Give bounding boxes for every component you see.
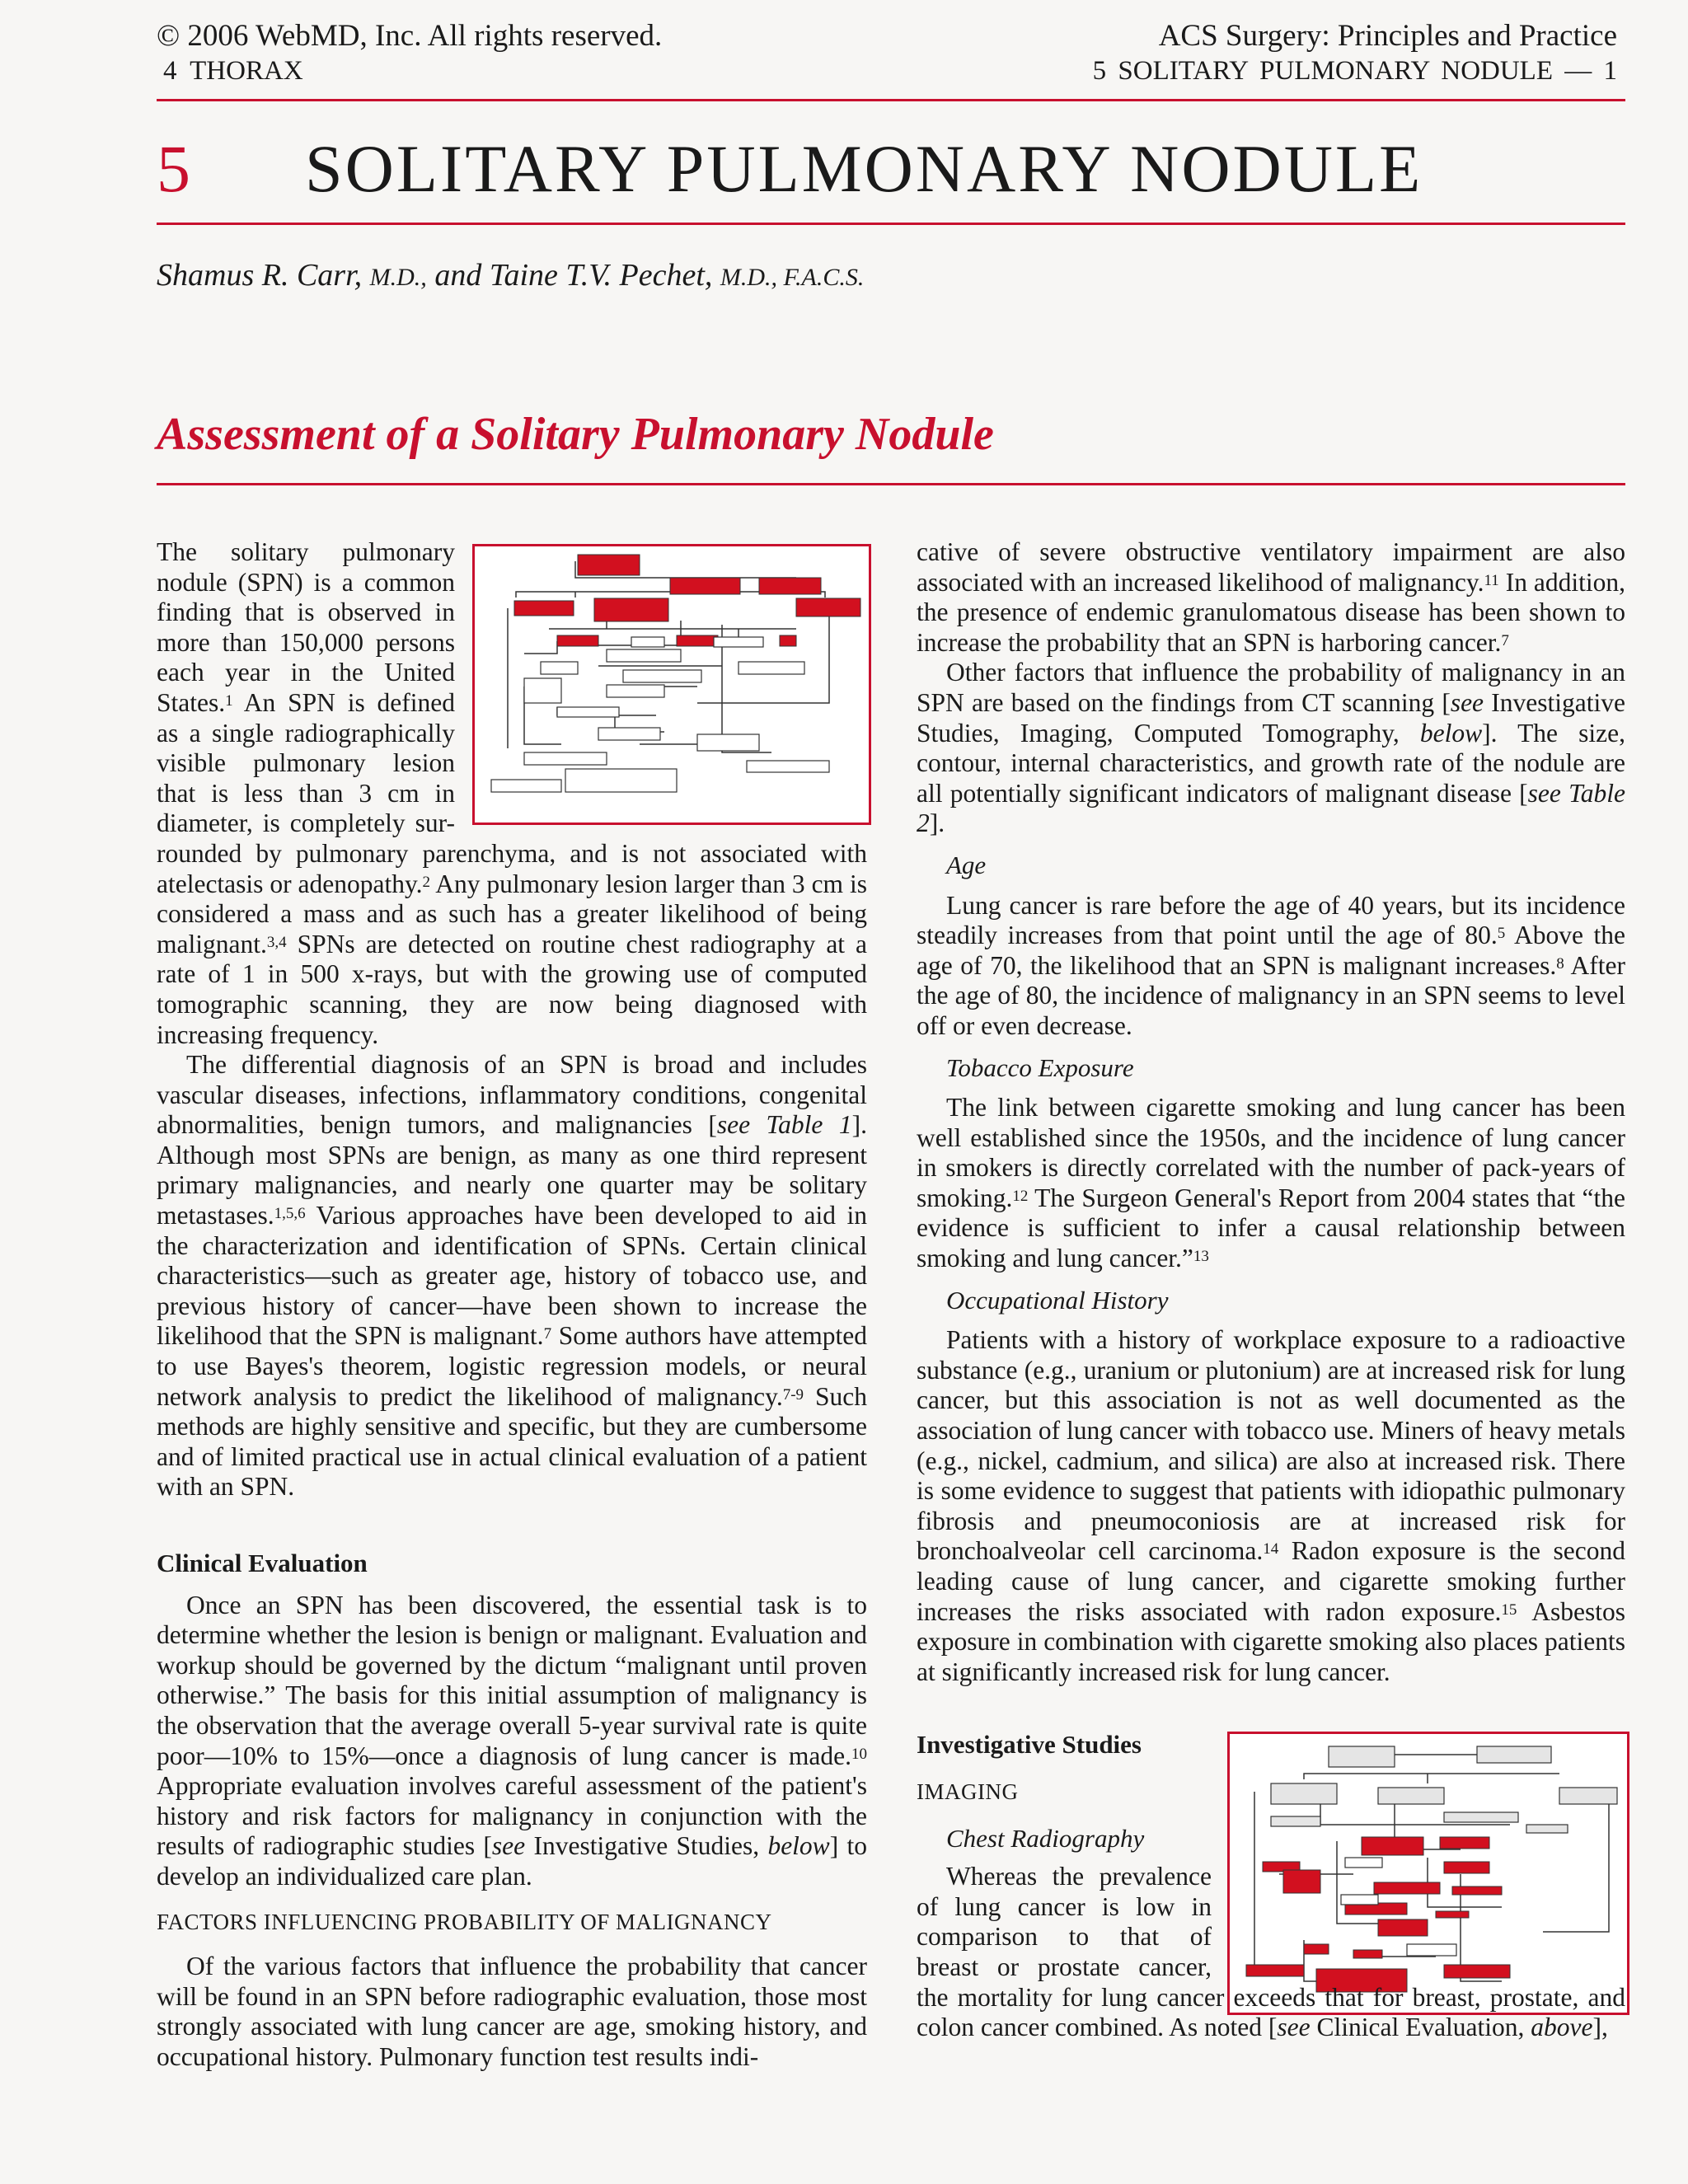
text-fragment: ]. Although most SPNs are benign, as many as one third represent primary malignancies, and nearly one quarter may be solitary metastases. (157, 1110, 867, 1230)
header-rule (157, 99, 1625, 101)
citation[interactable]: 14 (1263, 1540, 1279, 1558)
citation[interactable]: 1,5,6 (274, 1205, 306, 1223)
citation[interactable]: 7-9 (782, 1385, 804, 1404)
text-fragment: ]. (929, 808, 945, 838)
chapter-page-label: 5 SOLITARY PULMONARY NODULE — 1 (1092, 56, 1617, 86)
author-conjunction: and (434, 258, 482, 293)
paragraph-clinical (157, 1591, 867, 1892)
paragraph-chest-continued (917, 1983, 1625, 2043)
cross-reference: below (767, 1831, 830, 1861)
column-right (917, 537, 1625, 2043)
text-fragment: Any pulmonary lesion larger than 3 cm is considered a mass and as such has a greater likelihood of being malignant. (157, 869, 867, 958)
heading-age: Age (946, 850, 987, 879)
text-fragment: Patients with a history of workplace exposure to a radioactive substance (e.g., uranium or plutonium) are at increased risk for lung cancer, but this association is not as well documented as the association of lung cancer with tobacco use. Miners of heavy metals (e.g., nickel, cadmium, and silica) are also at increased risk. There is some evidence to suggest that patients with idiopathic pulmonary fibrosis and pneumoconiosis are at increased risk for bronchoalveolar cell carcinoma. (917, 1325, 1625, 1566)
text-fragment: Some authors have attempted to use Bayes's theorem, logistic regression models, or neural network analysis to predict the likelihood of malignancy. (157, 1321, 867, 1411)
copyright-notice: © 2006 WebMD, Inc. All rights reserved. (157, 19, 663, 53)
section-title: Assessment of a Solitary Pulmonary Nodule (157, 409, 994, 460)
citation[interactable]: 5 (1497, 925, 1506, 943)
text-fragment: The differential diagnosis of an SPN is broad and includes vascular diseases, infections, inflammatory conditions, congenital abnormalities, benign tumors, and malignancies [ (157, 1050, 867, 1140)
text-fragment: The Surgeon General's Report from 2004 states that “the evidence is sufficient to infer a causal relationship between smoking and lung cancer.” (917, 1183, 1625, 1273)
citation[interactable]: 13 (1193, 1248, 1209, 1266)
paragraph-pulmonary-function (917, 537, 1625, 658)
citation[interactable]: 12 (1012, 1187, 1029, 1205)
citation[interactable]: 7 (1501, 631, 1509, 649)
text-fragment: Investigative Studies, Imaging, Computed Tomography, (917, 687, 1625, 748)
column-left (157, 537, 867, 2073)
text-fragment: Once an SPN has been discovered, the essential task is to determine whether the lesion is benign or malignant. Evaluation and workup should be governed by the dictum “malignant until proven otherwise.” The basis for this initial assumption of malignancy is the observation that the average overall 5-year survival rate is quite poor—10% to 15%—once a diagnosis of lung cancer is made. (157, 1590, 867, 1770)
text-line: diameter, is completely sur- (157, 808, 455, 838)
text-line: nodule (SPN) is a common (157, 567, 455, 597)
text-fragment: An SPN is defined (232, 687, 455, 717)
author-2-degree: M.D., F.A.C.S. (720, 264, 865, 291)
author-line (157, 257, 864, 293)
text-line: each year in the United (157, 658, 455, 687)
text-fragment: In addition, the presence of endemic granulomatous disease has been shown to increase the probability that an SPN is harboring cancer. (917, 567, 1626, 657)
citation[interactable]: 10 (851, 1745, 867, 1763)
section-label: 4 THORAX (163, 56, 303, 86)
heading-occupational: Occupational History (946, 1285, 1169, 1315)
text-fragment: Lung cancer is rare before the age of 40 years, but its incidence steadily increases from that point until the age of 80. (917, 890, 1625, 950)
section-rule (157, 483, 1625, 485)
text-fragment: Other factors that influence the probability of malignancy in an SPN are based on the findings from CT scanning [ (917, 658, 1625, 717)
cross-reference: above (1531, 2013, 1593, 2042)
text-fragment: Various approaches have been developed to aid in the characterization and identification of SPNs. Certain clinical characteristics—such as greater age, history of tobacco use, and previous history of cancer—have been shown to increase the likelihood that the SPN is malignant. (157, 1201, 867, 1351)
paragraph-tobacco (917, 1093, 1625, 1274)
intro-wrapped-lines (157, 537, 455, 839)
text-line: The solitary pulmonary (157, 537, 455, 566)
heading-chest-radiography: Chest Radiography (946, 1823, 1145, 1853)
paragraph-occupational (917, 1325, 1625, 1687)
text-fragment: Appropriate evaluation involves careful assessment of the patient's history and risk factors for malignancy in conjunction with the results of radiographic studies [ (157, 1771, 867, 1861)
text-fragment: States. (157, 687, 226, 717)
paragraph-differential (157, 1050, 867, 1502)
citation[interactable]: 7 (543, 1325, 552, 1343)
heading-clinical-evaluation: Clinical Evaluation (157, 1549, 368, 1577)
author-1-degree: M.D., (369, 264, 427, 291)
citation[interactable]: 8 (1556, 954, 1564, 972)
citation[interactable]: 11 (1484, 571, 1499, 589)
citation[interactable]: 15 (1501, 1601, 1517, 1619)
text-fragment: Such methods are highly sensitive and specific, but they are cumbersome and of limited practical use in actual clinical evaluation of a patient with an SPN. (157, 1381, 868, 1502)
heading-investigative-studies: Investigative Studies (917, 1730, 1142, 1760)
text-line: finding that is observed in (157, 598, 455, 627)
table-reference[interactable]: see Table 1 (716, 1110, 852, 1140)
text-fragment: ], (1592, 2013, 1608, 2042)
heading-tobacco: Tobacco Exposure (946, 1052, 1134, 1082)
author-2-name: Taine T.V. Pechet, (489, 258, 713, 293)
text-line: comparison to that of (917, 1922, 1212, 1952)
text-line: Whereas the prevalence (946, 1862, 1212, 1891)
text-fragment: cative of severe obstructive ventilatory impairment are also associated with an increased likelihood of malignancy. (917, 537, 1625, 597)
text-fragment: Above the age of 70, the likelihood that an SPN is malignant increases. (917, 921, 1625, 980)
chest-wrapped-lines (917, 1862, 1212, 1982)
citation[interactable]: 3,4 (266, 933, 287, 951)
text-fragment: rounded by pulmonary parenchyma, and is not associated with atelectasis or adenopathy. (157, 838, 867, 898)
paragraph-intro-continued (157, 839, 867, 1050)
paragraph-ct-factors (917, 658, 1625, 839)
text-fragment: Asbestos exposure in combination with cigarette smoking also places patients at significantly increased risk for lung cancer. (917, 1596, 1625, 1686)
text-line: visible pulmonary lesion (157, 748, 455, 778)
text-line: that is less than 3 cm in (157, 778, 455, 808)
text-line: of lung cancer is low in (917, 1891, 1212, 1921)
text-fragment: the mortality for lung cancer exceeds that for breast, prostate, and colon cancer combined. As noted [ (917, 1982, 1625, 2042)
cross-reference: see (1450, 687, 1484, 717)
citation[interactable]: 1 (225, 691, 233, 710)
text-fragment: ]. The size, contour, internal characteristics, and growth rate of the nodule are all potentially significant indicators of malignant disease [ (917, 718, 1625, 808)
text-line (157, 688, 455, 719)
chapter-title: SOLITARY PULMONARY NODULE (305, 131, 1423, 206)
chapter-number: 5 (157, 131, 190, 206)
text-fragment: SPNs are detected on routine chest radiography at a rate of 1 in 500 x-rays, but with the growing use of computed tomographic scanning, they are now being diagnosed with increasing frequency. (157, 929, 867, 1049)
text-line: breast or prostate cancer, (917, 1952, 1212, 1981)
text-fragment: After the age of 80, the incidence of malignancy in an SPN seems to level off or even decrease. (917, 950, 1625, 1040)
heading-factors: FACTORS INFLUENCING PROBABILITY OF MALIGNANCY (157, 1909, 772, 1934)
heading-imaging: IMAGING (917, 1779, 1019, 1804)
table-reference[interactable]: see Table 2 (917, 778, 1625, 838)
text-fragment: Clinical Evaluation, (1310, 2013, 1531, 2042)
text-line: as a single radiographically (157, 718, 455, 748)
text-fragment: ] to develop an individualized care plan. (157, 1831, 867, 1891)
citation[interactable]: 2 (422, 873, 431, 891)
text-fragment: The link between cigarette smoking and lung cancer has been well established since the 1950s, and the incidence of lung cancer in smokers is directly correlated with the number of pack-years of smoking. (917, 1093, 1625, 1212)
cross-reference: see (1277, 2013, 1311, 2042)
author-1-name: Shamus R. Carr, (157, 258, 363, 293)
book-title: ACS Surgery: Principles and Practice (1158, 19, 1617, 53)
text-fragment: Investigative Studies, (525, 1831, 768, 1861)
cross-reference: see (491, 1831, 526, 1861)
text-line: more than 150,000 persons (157, 627, 455, 657)
title-rule (157, 223, 1625, 225)
paragraph-age (917, 891, 1625, 1042)
paragraph-factors: Of the various factors that influence the probability that cancer will be found in an SPN before radiographic evaluation, those most strongly associated with lung cancer are age, smoking history, and occupational history. Pulmonary function test results indi- (157, 1952, 867, 2071)
text-fragment: Radon exposure is the second leading cause of lung cancer, and cigarette smoking further increases the risks associated with radon exposure. (917, 1536, 1626, 1626)
cross-reference: below (1419, 718, 1483, 748)
